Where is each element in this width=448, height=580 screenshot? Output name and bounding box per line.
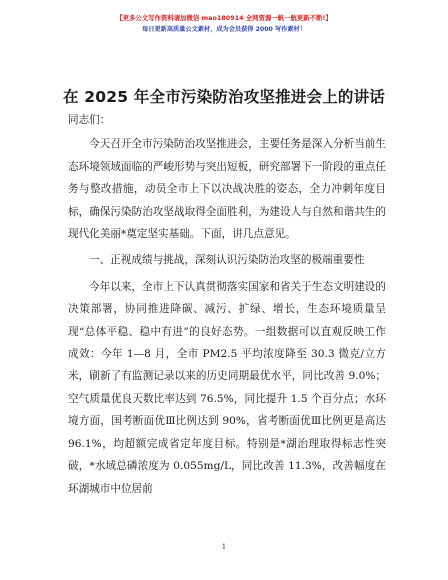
document-body bbox=[68, 109, 386, 500]
section-1-paragraph: 今年以来，全市上下认真贯彻落实国家和省关于生态文明建设的决策部署，协同推进降碳、减污、扩绿、增长，生态环境质量呈现“总体平稳、稳中有进”的良好态势。一组数据可以直观反映工作成效：今年 1—8 月，全市 PM2.5 平均浓度降至 30.3 微克/立方米，刷新了有监测记录以来的历史同期最优水平，同比改善 9.0%；空气质量优良天数比率达到 76.5%，同比提升 1.5 个百分点；水环境方面，国考断面优Ⅲ比例达到 90%，省考断面优Ⅲ比例更是高达 96.1%，均超额完成省定年度目标。特别是*湖治理取得标志性突破，*水域总磷浓度为 0.055mg/L，同比改善 11.3%，改善幅度在环湖城市中位居前 bbox=[68, 280, 386, 495]
promo-banner bbox=[0, 13, 448, 35]
salutation: 同志们： bbox=[68, 114, 111, 126]
promo-banner-line-1: 【更多公文写作资料请加微信 mao180914 全网资源一帆一航更新不断!】 bbox=[116, 14, 332, 22]
promo-banner-line-2: 每日更新高质量公文素材，成为会员获得 2000 写作素材！ bbox=[142, 26, 306, 33]
page-number: 1 bbox=[221, 543, 227, 551]
document-title: 在 2025 年全市污染防治攻坚推进会上的讲话 bbox=[62, 88, 386, 106]
section-heading-1: 一、正视成绩与挑战，深刻认识污染防治攻坚的极端重要性 bbox=[89, 254, 365, 267]
intro-paragraph: 今天召开全市污染防治攻坚推进会，主要任务是深入分析当前生态环境领域面临的严峻形势与突出短板，研究部署下一阶段的重点任务与整改措施，动员全市上下以决战决胜的姿态，全力冲刺年度目标，确保污染防治攻坚战取得全面胜利，为建设人与自然和谐共生的现代化美丽*奠定坚实基础。下面，讲几点意见。 bbox=[68, 138, 386, 241]
